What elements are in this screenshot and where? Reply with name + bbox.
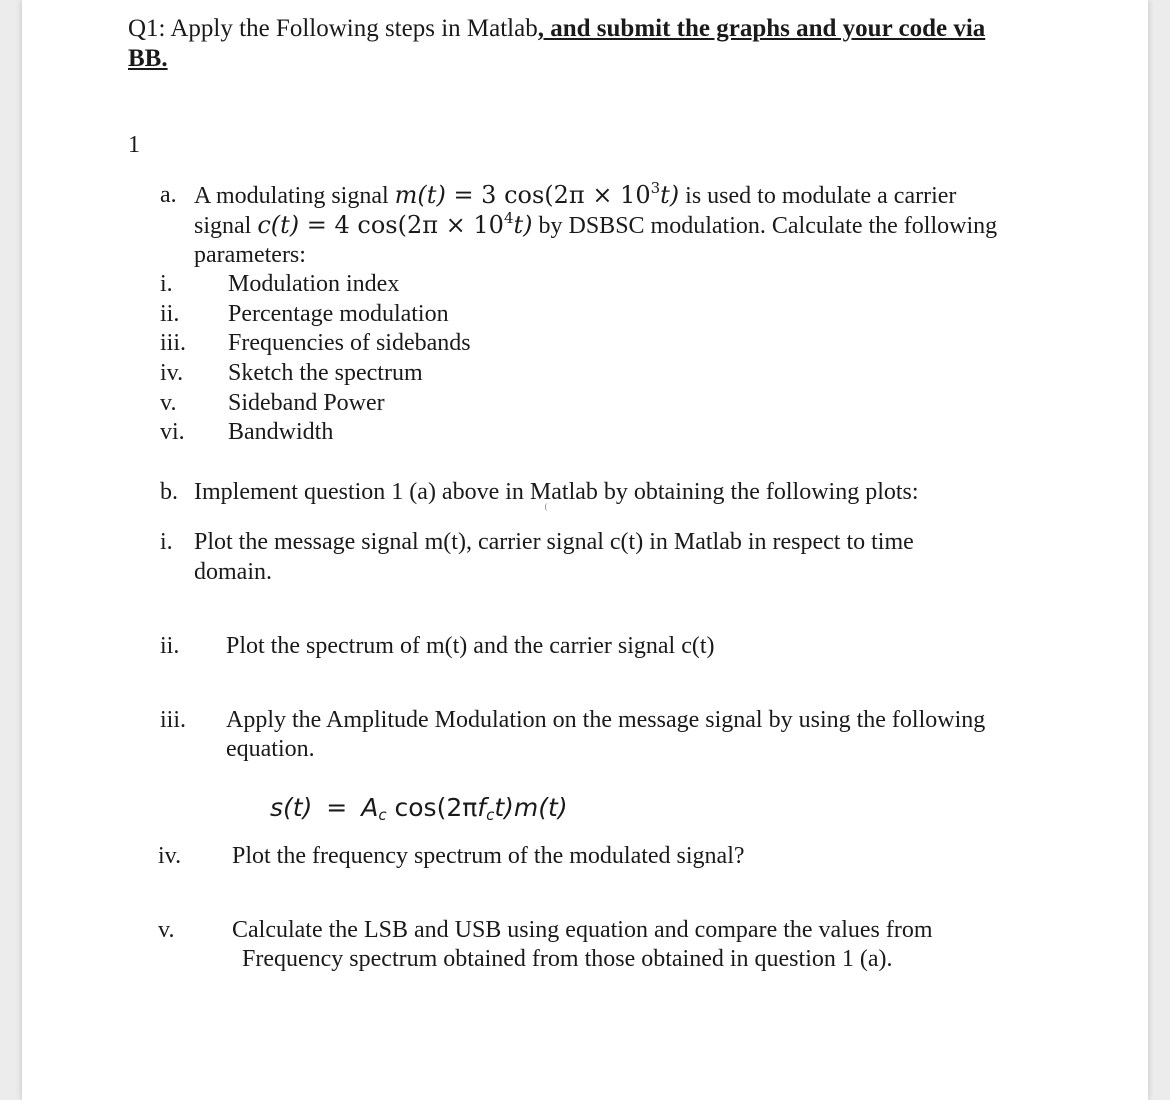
- title-line-2: BB.: [128, 45, 168, 72]
- message-exponent: 3: [650, 179, 661, 197]
- part-a-line-1-text: A modulating signal: [194, 183, 395, 209]
- part-a-line-1-tail: is used to modulate a carrier: [679, 183, 957, 209]
- list-item-marker: vi.: [160, 419, 185, 445]
- list-item-marker: v.: [160, 390, 177, 416]
- carrier-signal-symbol: c(t): [257, 211, 300, 239]
- equation-frequency: f: [477, 793, 487, 822]
- question-number: 1: [128, 132, 140, 158]
- part-b-item-1-line-1: Plot the message signal m(t), carrier signal c(t) in Matlab in respect to time: [194, 529, 914, 555]
- part-a-line-3: parameters:: [194, 242, 306, 268]
- part-b-text: Implement question 1 (a) above in Matlab by obtaining the following plots:: [194, 479, 919, 505]
- title-emphasis: , and submit the graphs and your code via: [537, 15, 986, 42]
- part-b-marker: b.: [160, 479, 178, 505]
- part-b-item-5-line-2: Frequency spectrum obtained from those obtained in question 1 (a).: [242, 946, 893, 972]
- list-item-marker: iv.: [160, 360, 184, 386]
- part-b-item-1-line-2: domain.: [194, 559, 272, 585]
- list-item: Modulation index: [228, 271, 400, 297]
- list-item-marker: i.: [160, 271, 173, 297]
- message-signal-symbol: m(t): [394, 181, 446, 209]
- title-prefix: Q1: Apply the Following steps in Matlab: [128, 15, 538, 42]
- part-b-item-5-line-1: Calculate the LSB and USB using equation and compare the values from: [232, 917, 933, 943]
- list-item: Sideband Power: [228, 390, 385, 416]
- part-b-item-4-marker: iv.: [158, 843, 182, 869]
- list-item-marker: iii.: [160, 330, 187, 356]
- part-a-marker: a.: [160, 182, 177, 208]
- question-title: [128, 14, 985, 44]
- equation-rest: t)m(t): [494, 793, 568, 822]
- part-b-item-3-marker: iii.: [160, 707, 187, 733]
- list-item: Percentage modulation: [228, 301, 449, 327]
- list-item: Bandwidth: [228, 419, 334, 445]
- carrier-exponent: 4: [503, 209, 514, 227]
- part-b-item-3-line-2: equation.: [226, 736, 315, 762]
- equation-amplitude-subscript: c: [378, 806, 387, 824]
- list-item: Frequencies of sidebands: [228, 330, 471, 356]
- part-a-line-1: [194, 180, 956, 211]
- equation-lhs: s(t): [270, 793, 313, 822]
- document-page: [22, 0, 1148, 1100]
- list-item-marker: ii.: [160, 301, 180, 327]
- part-b-item-5-marker: v.: [158, 917, 175, 943]
- part-b-item-2-text: Plot the spectrum of m(t) and the carrier signal c(t): [226, 633, 715, 659]
- list-item: Sketch the spectrum: [228, 360, 423, 386]
- text-cursor-mark: [545, 503, 550, 511]
- message-signal-end: t): [660, 181, 680, 209]
- part-b-item-2-marker: ii.: [160, 633, 180, 659]
- part-b-item-1-marker: i.: [160, 529, 173, 555]
- modulation-equation: [270, 793, 568, 822]
- equation-amplitude: A: [361, 793, 379, 822]
- message-signal-equation: = 3 cos(2π × 10: [445, 181, 651, 209]
- equation-frequency-subscript: c: [486, 806, 495, 824]
- part-b-item-4-text: Plot the frequency spectrum of the modulated signal?: [232, 843, 745, 869]
- equation-cos: cos(2π: [394, 793, 478, 822]
- carrier-signal-end: t): [513, 211, 533, 239]
- part-a-line-2-tail: by DSBSC modulation. Calculate the following: [532, 213, 998, 239]
- equation-equals: =: [326, 793, 348, 822]
- carrier-signal-equation: = 4 cos(2π × 10: [299, 211, 504, 239]
- part-a-line-2-text: signal: [194, 213, 258, 239]
- part-a-line-2: [194, 210, 997, 241]
- part-b-item-3-line-1: Apply the Amplitude Modulation on the message signal by using the following: [226, 707, 986, 733]
